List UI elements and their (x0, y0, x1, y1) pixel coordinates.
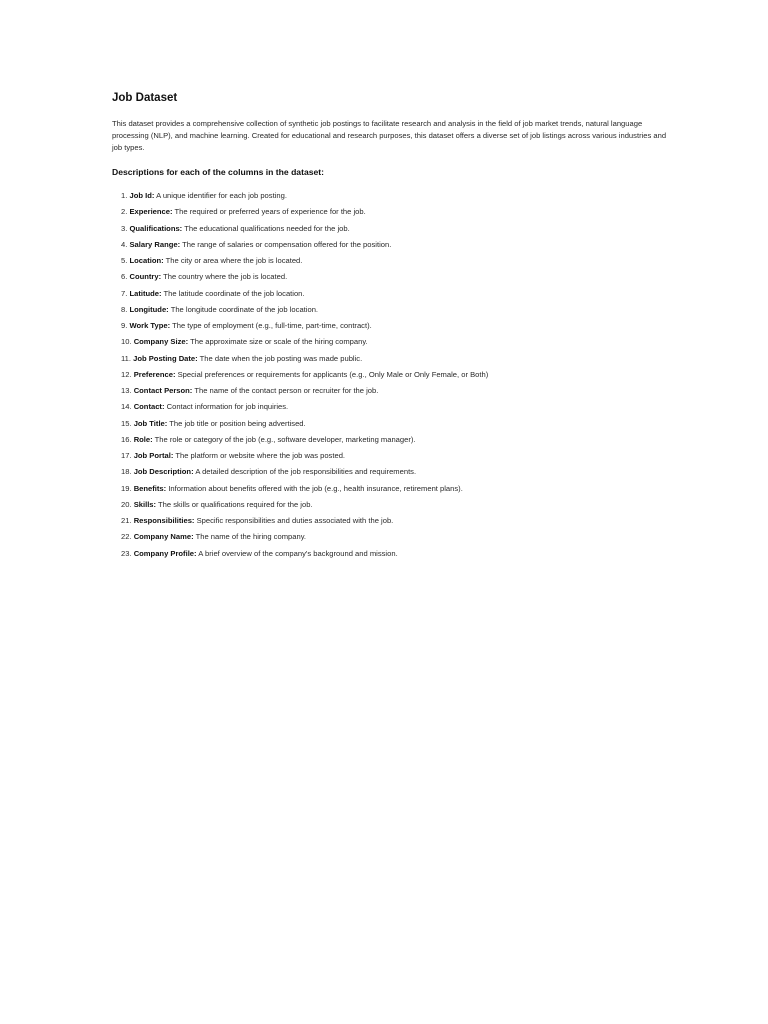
item-number: 23. (121, 548, 132, 558)
column-description: Specific responsibilities and duties associated with the job. (196, 516, 394, 525)
column-description-item (112, 435, 672, 445)
column-description-item (112, 354, 672, 364)
column-description: Information about benefits offered with the job (e.g., health insurance, retirement plans). (168, 483, 463, 493)
column-description-item (112, 272, 672, 282)
column-name: Location: (129, 256, 164, 265)
item-number: 6. (121, 272, 128, 282)
column-description: Special preferences or requirements for applicants (e.g., Only Male or Only Female, or Both) (177, 369, 489, 379)
document-page (112, 92, 672, 565)
column-description-item (112, 516, 672, 526)
column-description-item (112, 207, 672, 217)
item-number: 3. (121, 223, 128, 233)
column-description: The name of the hiring company. (195, 532, 307, 542)
item-number: 20. (121, 499, 132, 509)
column-name: Job Id: (129, 191, 155, 200)
column-description-item (112, 370, 672, 380)
column-description-item (112, 321, 672, 331)
column-description-item (112, 500, 672, 510)
column-name: Preference: (133, 369, 176, 379)
column-description: The skills or qualifications required for the job. (158, 499, 313, 509)
item-number: 21. (121, 516, 132, 525)
item-number: 16. (121, 434, 132, 444)
item-number: 22. (121, 532, 132, 542)
column-description: The latitude coordinate of the job location. (163, 288, 305, 298)
column-name: Latitude: (129, 288, 162, 298)
item-number: 1. (121, 191, 128, 200)
item-number: 14. (121, 402, 132, 412)
column-name: Experience: (129, 207, 173, 217)
column-description: The date when the job posting was made public. (199, 353, 363, 363)
column-name: Job Title: (133, 418, 168, 428)
column-description-item (112, 419, 672, 429)
item-number: 9. (121, 321, 128, 330)
item-number: 4. (121, 239, 128, 249)
column-description: The required or preferred years of experience for the job. (174, 207, 366, 217)
column-name: Salary Range: (129, 239, 181, 249)
column-description-item (112, 549, 672, 559)
column-description: A unique identifier for each job posting. (156, 191, 287, 200)
column-description-item (112, 484, 672, 494)
column-description-item (112, 240, 672, 250)
column-name: Benefits: (133, 483, 167, 493)
column-description-item (112, 451, 672, 461)
column-name: Company Name: (133, 532, 194, 542)
column-description-item (112, 191, 672, 201)
item-number: 12. (121, 369, 132, 379)
column-description-item (112, 386, 672, 396)
column-name: Responsibilities: (133, 516, 195, 525)
column-name: Job Portal: (133, 451, 174, 460)
column-description: The longitude coordinate of the job location. (170, 304, 319, 314)
column-description-item (112, 224, 672, 234)
column-description: The role or category of the job (e.g., software developer, marketing manager). (154, 434, 416, 444)
column-description: The range of salaries or compensation offered for the position. (182, 239, 392, 249)
column-description: The country where the job is located. (163, 272, 288, 282)
column-name: Role: (133, 434, 153, 444)
item-number: 2. (121, 207, 128, 217)
column-name: Contact: (133, 402, 165, 412)
columns-subheading: Descriptions for each of the columns in the dataset: (112, 167, 325, 177)
column-name: Longitude: (129, 304, 169, 314)
column-name: Qualifications: (129, 223, 183, 233)
column-description: The educational qualifications needed for the job. (184, 223, 350, 233)
column-description-item (112, 467, 672, 477)
column-description-item (112, 305, 672, 315)
column-description: The type of employment (e.g., full-time, part-time, contract). (172, 321, 372, 330)
column-name: Country: (129, 272, 162, 282)
column-description: A detailed description of the job responsibilities and requirements. (195, 467, 417, 477)
column-name: Job Description: (133, 467, 194, 477)
item-number: 10. (121, 337, 132, 347)
item-number: 19. (121, 483, 132, 493)
column-description: The job title or position being advertised. (169, 418, 306, 428)
column-description-item (112, 532, 672, 542)
column-name: Work Type: (129, 321, 171, 330)
column-name: Contact Person: (133, 386, 193, 395)
item-number: 18. (121, 467, 132, 477)
column-descriptions-list (112, 191, 672, 559)
column-description: The platform or website where the job was posted. (175, 451, 346, 460)
item-number: 5. (121, 256, 128, 265)
item-number: 17. (121, 451, 132, 460)
column-name: Job Posting Date: (133, 353, 198, 363)
item-number: 8. (121, 304, 128, 314)
item-number: 11. (121, 353, 131, 363)
column-name: Skills: (133, 499, 157, 509)
column-description: A brief overview of the company's background and mission. (198, 548, 398, 558)
intro-paragraph: This dataset provides a comprehensive collection of synthetic job postings to facilitate research and analysis in the field of job market trends, natural language processing (NLP), and machine learning. Created for educational and research purposes, this dataset offers a diverse set of job listings across various industries and job types. (112, 119, 667, 152)
item-number: 13. (121, 386, 132, 395)
column-description: The approximate size or scale of the hiring company. (190, 337, 368, 347)
column-description: The name of the contact person or recruiter for the job. (194, 386, 379, 395)
column-description: The city or area where the job is located. (165, 256, 303, 265)
column-description-item (112, 337, 672, 347)
column-description-item (112, 289, 672, 299)
item-number: 7. (121, 288, 128, 298)
column-description-item (112, 256, 672, 266)
column-description-item (112, 402, 672, 412)
column-description: Contact information for job inquiries. (166, 402, 289, 412)
document-title: Job Dataset (112, 92, 178, 104)
item-number: 15. (121, 418, 132, 428)
column-name: Company Size: (133, 337, 189, 347)
column-name: Company Profile: (133, 548, 197, 558)
